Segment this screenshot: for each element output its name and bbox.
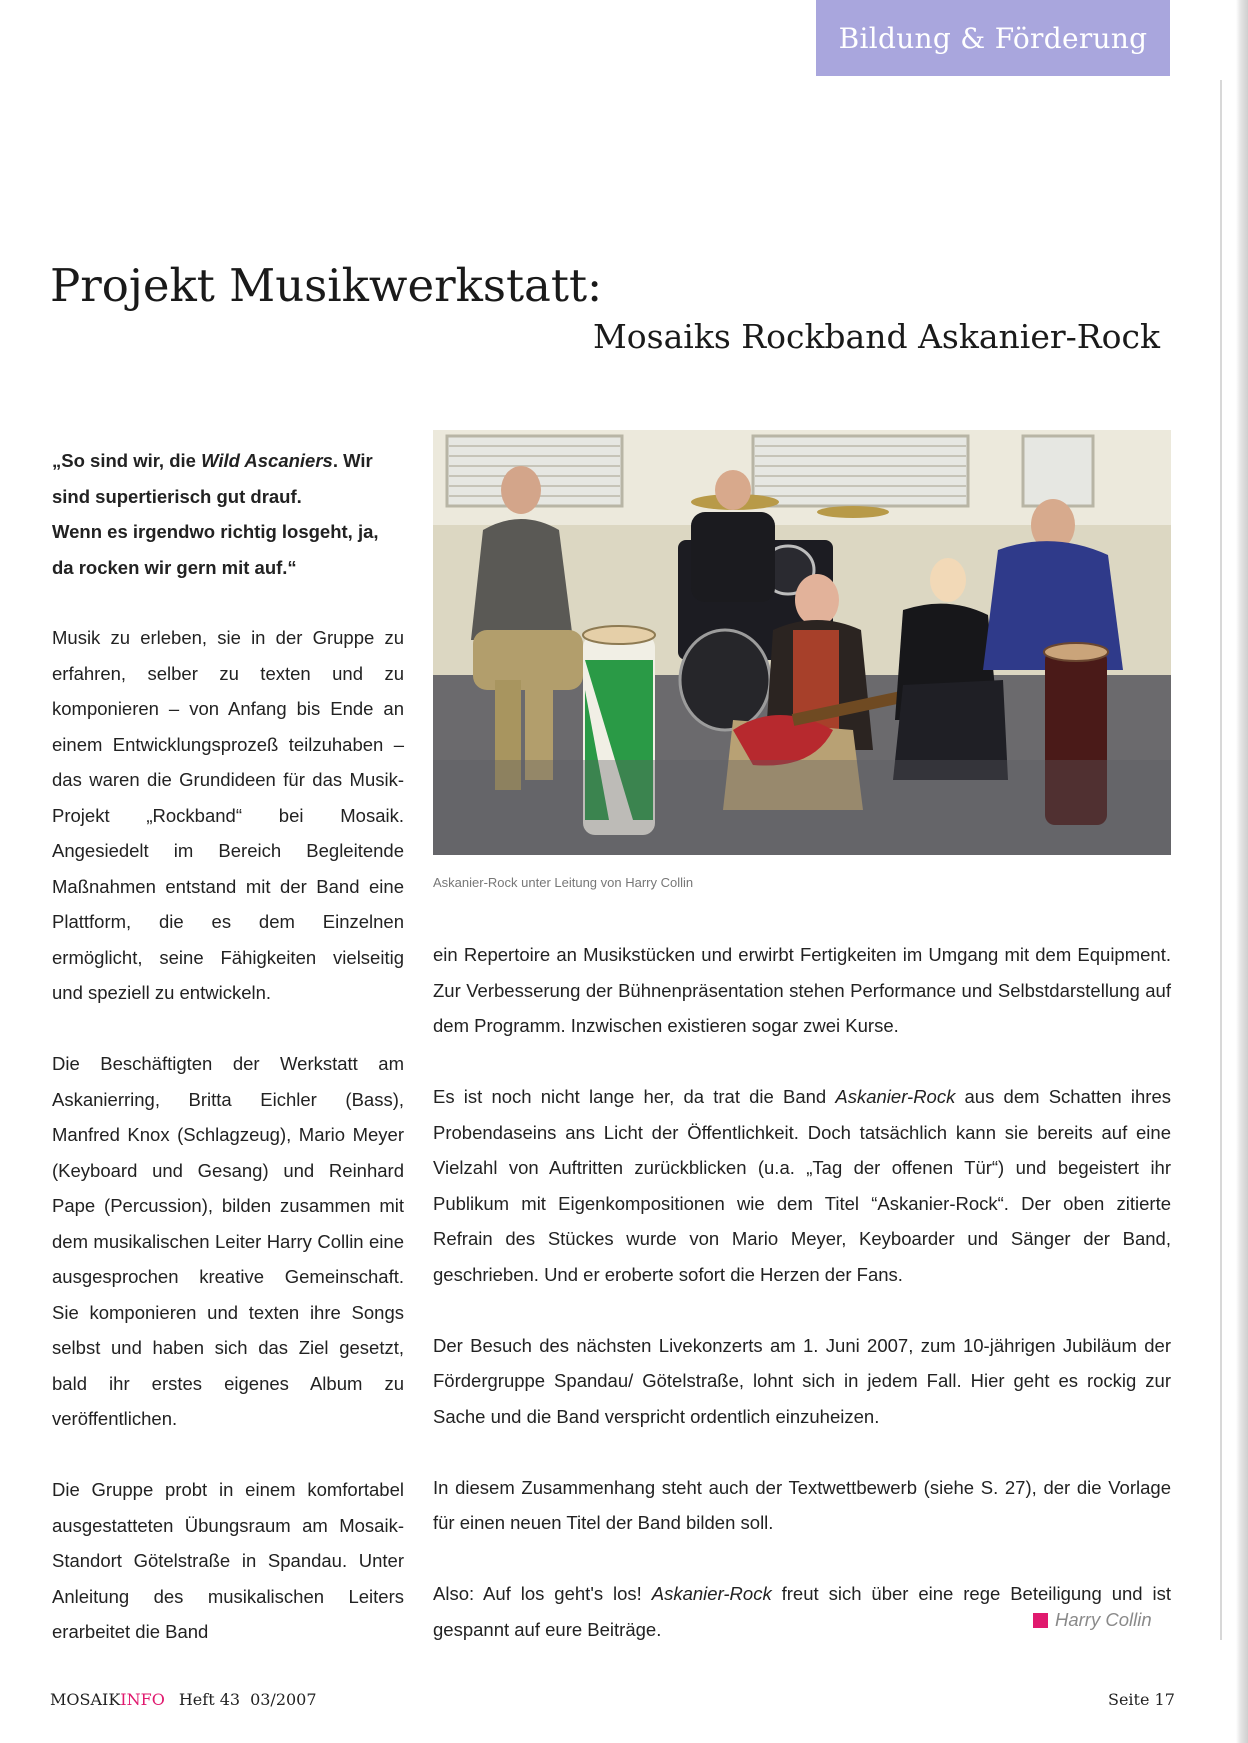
brand-info: INFO	[120, 1690, 165, 1709]
band-photo-illustration	[433, 430, 1171, 855]
issue-date: 03/2007	[250, 1690, 317, 1709]
article-subtitle: Mosaiks Rockband Askanier-Rock	[593, 317, 1160, 356]
left-paragraph-1: Musik zu erleben, sie in der Gruppe zu erfahren, selber zu texten und zu komponieren – von Anfang bis Ende an einem Entwicklungsprozeß teilzuhaben – das waren die Grundideen für das Musik-Projekt „Rockband“ bei Mosaik. Angesiedelt im Bereich Begleitende Maßnahmen entstand mit der Band eine Plattform, die es dem Einzelnen ermöglicht, seine Fähigkeiten vielseitig und speziell zu entwickeln.	[52, 627, 404, 1003]
footer-publication	[50, 1690, 317, 1709]
paragraph-text: aus dem Schatten ihres Probendaseins ans Licht der Öffentlichkeit. Doch tatsächlich kann sie bereits auf eine Vielzahl von Auftritten zurückblicken (u.a. „Tag der offenen Tür“) und begeistert ihr Publikum mit Eigenkompositionen wie dem Titel “Askanier-Rock“. Der oben zitierte Refrain des Stückes wurde von Mario Meyer, Keyboarder und Sänger der Band, geschrieben. Und er eroberte sofort die Herzen der Fans.	[433, 1086, 1171, 1285]
author-signature	[1033, 1609, 1152, 1631]
article-title: Projekt Musikwerkstatt:	[50, 259, 603, 312]
right-paragraph-2	[433, 1079, 1171, 1292]
paragraph-text: freut sich über eine rege Beteiligung und ist gespannt auf eure Beiträge.	[433, 1583, 1171, 1640]
page-number: Seite 17	[1108, 1690, 1175, 1709]
page-edge	[1236, 0, 1248, 1743]
issue-number: Heft 43	[178, 1690, 241, 1709]
left-paragraph-2: Die Beschäftigten der Werkstatt am Askanierring, Britta Eichler (Bass), Manfred Knox (Schlagzeug), Mario Meyer (Keyboard und Gesang) und Reinhard Pape (Percussion), bilden zusammen mit dem musikalischen Leiter Harry Collin eine ausgesprochen kreative Gemeinschaft. Sie komponieren und texten ihre Songs selbst und haben sich das Ziel gesetzt, bald ihr erstes eigenes Album zu veröffentlichen.	[52, 1053, 404, 1429]
photo-caption: Askanier-Rock unter Leitung von Harry Collin	[433, 875, 694, 890]
right-column	[433, 937, 1171, 1647]
author-name: Harry Collin	[1055, 1609, 1152, 1630]
quote-text: . Wir sind supertierisch gut drauf.	[52, 450, 373, 507]
section-tab	[816, 0, 1170, 76]
paragraph-text: Es ist noch nicht lange her, da trat die Band	[433, 1086, 836, 1107]
brand-mosaik: MOSAIK	[50, 1690, 121, 1709]
band-name: Askanier-Rock	[835, 1086, 956, 1107]
square-bullet-icon	[1033, 1613, 1048, 1628]
band-photo	[433, 430, 1171, 855]
right-paragraph-1: ein Repertoire an Musikstücken und erwirbt Fertigkeiten im Umgang mit dem Equipment. Zur Verbesserung der Bühnenpräsentation stehen Performance und Selbstdarstellung auf dem Programm. Inzwischen existieren sogar zwei Kurse.	[433, 944, 1171, 1036]
quote-text: „So sind wir, die	[52, 450, 202, 471]
quote-band-name: Wild Ascaniers	[201, 450, 333, 471]
paragraph-text: Also: Auf los geht's los!	[433, 1583, 652, 1604]
quote-line-2: Wenn es irgendwo richtig losgeht, ja, da rocken wir gern mit auf.“	[52, 521, 379, 578]
band-name: Askanier-Rock	[651, 1583, 772, 1604]
song-quote	[52, 443, 404, 585]
right-paragraph-4: In diesem Zusammenhang steht auch der Textwettbewerb (siehe S. 27), der die Vorlage für einen neuen Titel der Band bilden soll.	[433, 1476, 1171, 1533]
section-tab-label: Bildung & Förderung	[838, 21, 1148, 55]
page-fold-line	[1220, 80, 1222, 1640]
left-column	[52, 443, 404, 1685]
quote-line-1	[52, 443, 404, 514]
right-paragraph-3: Der Besuch des nächsten Livekonzerts am 1. Juni 2007, zum 10-jährigen Jubiläum der Fördergruppe Spandau/ Götelstraße, lohnt sich in jedem Fall. Hier geht es rockig zur Sache und die Band verspricht ordentlich einzuheizen.	[433, 1334, 1171, 1427]
left-paragraph-3: Die Gruppe probt in einem komfortabel ausgestatteten Übungsraum am Mosaik-Standort Götelstraße in Spandau. Unter Anleitung des musikalischen Leiters erarbeitet die Band	[52, 1479, 404, 1642]
